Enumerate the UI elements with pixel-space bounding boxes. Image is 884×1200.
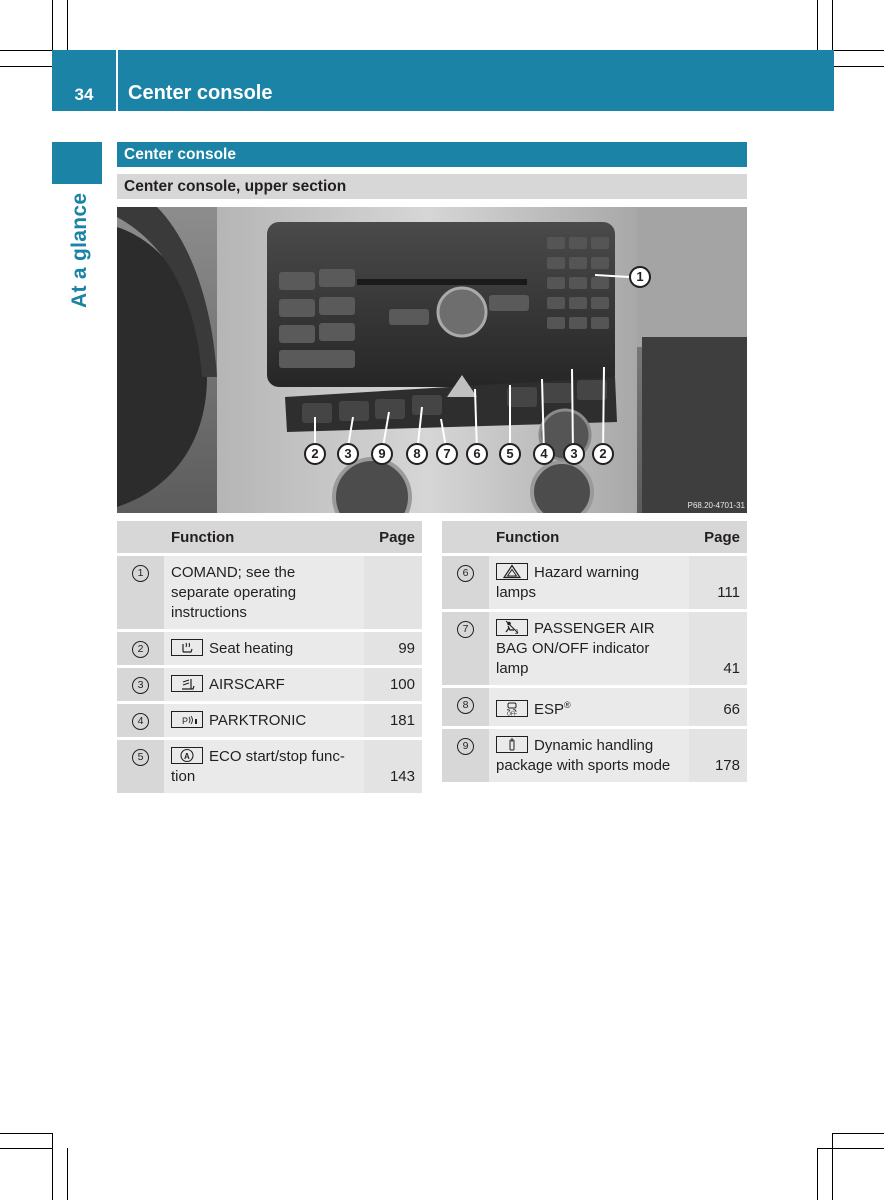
row-number-cell [442,728,489,783]
side-tab-label: At a glance [68,192,91,308]
circled-number: 1 [132,565,149,582]
table-row [442,728,747,783]
row-number-cell [442,555,489,611]
function-cell [164,555,364,631]
page-cell: 143 [364,739,422,794]
row-number-cell [442,611,489,687]
page-cell: 66 [689,687,747,728]
crop-mark [817,1148,818,1200]
svg-text:P: P [182,716,189,726]
function-cell [164,667,364,703]
function-cell [164,631,364,667]
page-cell: 100 [364,667,422,703]
crop-mark [834,66,884,67]
row-number-cell [442,687,489,728]
page-cell: 111 [689,555,747,611]
page-cell: 99 [364,631,422,667]
table-row [442,687,747,728]
hazard-icon [496,563,528,580]
crop-mark [817,0,818,50]
row-number-cell [117,703,164,739]
function-cell [489,728,689,783]
row-number-cell [117,739,164,794]
callout-marker: 9 [371,443,393,465]
table-row [117,739,422,794]
function-text: COMAND; see the separate operating instructions [171,564,297,621]
esp-off-icon [496,700,528,717]
function-text: AIRSCARF [209,676,285,693]
callout-marker: 8 [406,443,428,465]
circled-number: 2 [132,641,149,658]
svg-text:2: 2 [515,630,519,635]
page-cell: 178 [689,728,747,783]
function-text: PARKTRONIC [209,712,307,729]
table-row [117,703,422,739]
header-divider [116,50,118,111]
table-row [442,555,747,611]
airbag-off-icon [496,619,528,636]
parktronic-icon [171,711,203,728]
center-console-photo [117,207,747,513]
circled-number: 4 [132,713,149,730]
circled-number: 7 [457,621,474,638]
crop-mark [0,1148,52,1149]
row-number-cell [117,667,164,703]
function-text: PASSENGER AIR BAG ON/OFF indicator lamp [496,620,655,677]
callout-marker: 3 [337,443,359,465]
table-header-row [442,521,747,555]
subsection-heading: Center console, upper section [117,174,747,199]
seat-heating-icon [171,639,203,656]
callout-marker: 2 [304,443,326,465]
table-header-row [117,521,422,555]
function-cell [164,703,364,739]
page-number: 34 [74,85,94,104]
circled-number: 6 [457,565,474,582]
table-row [117,555,422,631]
function-table-right [442,521,747,782]
crop-mark [0,66,52,67]
callout-marker: 6 [466,443,488,465]
function-cell [489,555,689,611]
airscarf-icon [171,675,203,692]
circled-number: 9 [457,738,474,755]
svg-text:OFF: OFF [507,711,517,716]
registered-mark: ® [564,700,571,710]
callout-marker: 7 [436,443,458,465]
function-cell [489,687,689,728]
crop-mark [832,1133,833,1200]
row-number-cell [117,631,164,667]
function-text: Seat heating [209,640,294,657]
page-column-header: Page [689,521,747,555]
circled-number: 8 [457,697,474,714]
page-cell: 41 [689,611,747,687]
function-cell [164,739,364,794]
sport-mode-icon [496,736,528,753]
circled-number: 5 [132,749,149,766]
crop-mark [67,1148,68,1200]
callout-marker: 5 [499,443,521,465]
page-title: Center console [128,82,273,104]
function-text: ECO start/stop func-tion [171,748,345,785]
crop-mark [0,50,52,51]
function-column-header: Function [164,521,364,555]
circled-number: 3 [132,677,149,694]
table-row [117,667,422,703]
function-cell [489,611,689,687]
crop-mark [817,1148,884,1149]
eco-icon [171,747,203,764]
function-text: ESP [534,701,565,718]
callout-marker: 4 [533,443,555,465]
crop-mark [0,1133,52,1134]
crop-mark [832,0,833,50]
num-column-header [117,521,164,555]
crop-mark [832,1133,884,1134]
crop-mark [52,0,53,50]
photo-code-label: P68.20-4701-31 [687,501,745,510]
page-cell: 181 [364,703,422,739]
function-table-left [117,521,422,793]
table-row [442,611,747,687]
function-text: Hazard warning lamps [496,564,640,601]
page-column-header: Page [364,521,422,555]
callout-marker: 1 [629,266,651,288]
row-number-cell [117,555,164,631]
crop-mark [52,1133,53,1200]
svg-text:A: A [184,752,190,761]
side-tab-marker [52,142,102,184]
function-column-header: Function [489,521,689,555]
callout-marker: 3 [563,443,585,465]
page-cell [364,555,422,631]
crop-mark [834,50,884,51]
num-column-header [442,521,489,555]
crop-mark [67,0,68,50]
section-heading: Center console [117,142,747,167]
function-text: Dynamic handling package with sports mode [496,737,671,774]
table-row [117,631,422,667]
callout-marker: 2 [592,443,614,465]
